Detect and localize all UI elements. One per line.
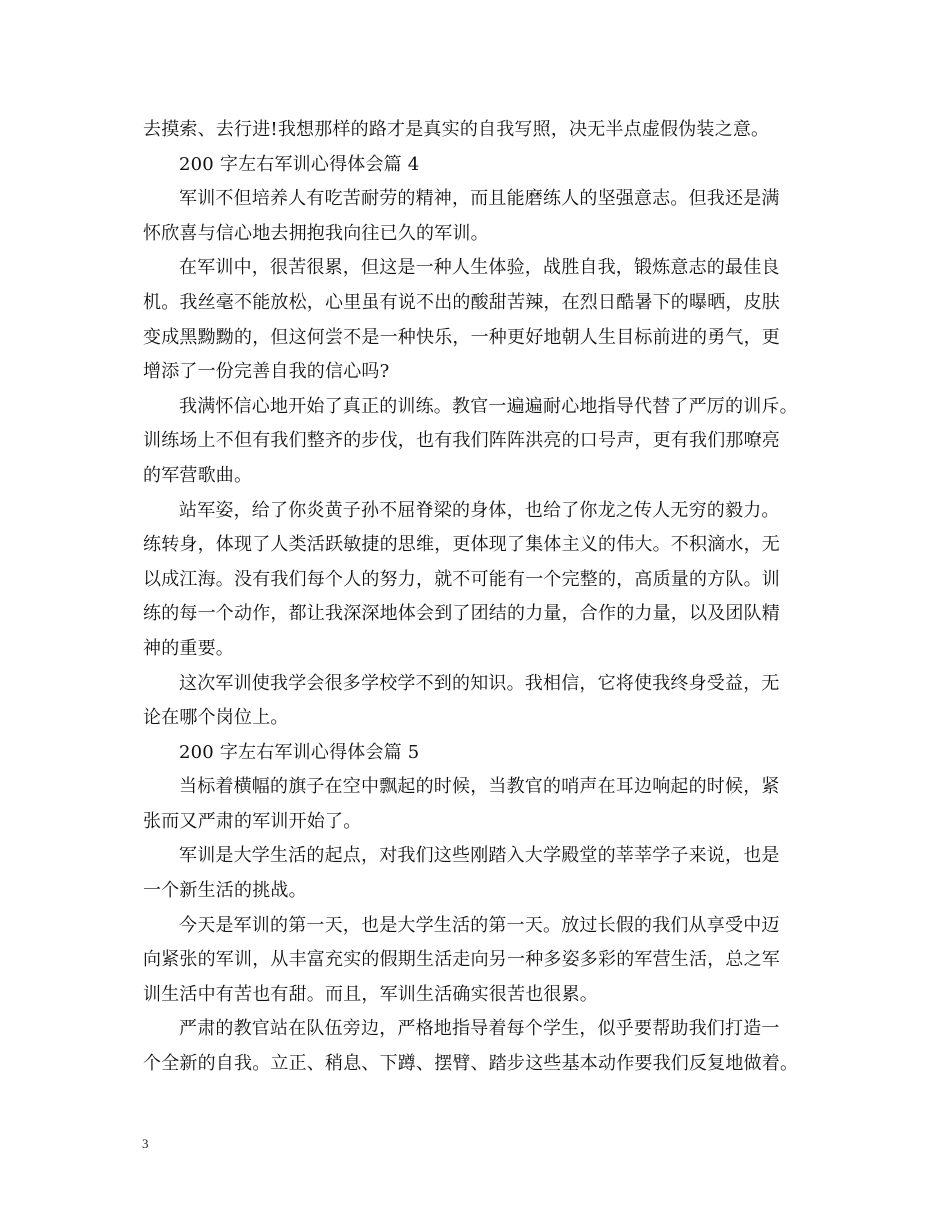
text-line: 在军训中，很苦很累，但这是一种人生体验，战胜自我，锻炼意志的最佳良: [179, 257, 780, 279]
document-body: [143, 113, 823, 1082]
text-line: 一个新生活的挑战。: [143, 880, 307, 902]
text-line: 军训是大学生活的起点，对我们这些刚踏入大学殿堂的莘莘学子来说，也是: [179, 845, 780, 867]
text-line: 个全新的自我。立正、稍息、下蹲、摆臂、踏步这些基本动作要我们反复地做着。: [143, 1053, 799, 1075]
text-line: 论在哪个岗位上。: [143, 707, 289, 729]
text-line: 当标着横幅的旗子在空中飘起的时候，当教官的哨声在耳边响起的时候，紧: [179, 776, 780, 798]
text-line: 今天是军训的第一天，也是大学生活的第一天。放过长假的我们从享受中迈: [179, 914, 780, 936]
text-line: 怀欣喜与信心地去拥抱我向往已久的军训。: [143, 222, 489, 244]
text-line: 这次军训使我学会很多学校学不到的知识。我相信，它将使我终身受益，无: [179, 672, 780, 694]
text-line: 增添了一份完善自我的信心吗?: [143, 361, 390, 383]
text-line: 站军姿，给了你炎黄子孙不屈脊梁的身体，也给了你龙之传人无穷的毅力。: [179, 499, 780, 521]
text-line: 军训不但培养人有吃苦耐劳的精神，而且能磨练人的坚强意志。但我还是满: [179, 188, 780, 210]
page-number: 3: [142, 1136, 149, 1151]
text-line: 训生活中有苦也有甜。而且，军训生活确实很苦也很累。: [143, 983, 598, 1005]
text-line: 向紧张的军训，从丰富充实的假期生活走向另一种多姿多彩的军营生活，总之军: [143, 949, 780, 971]
text-line: 练的每一个动作，都让我深深地体会到了团结的力量，合作的力量，以及团队精: [143, 603, 780, 625]
text-line: 机。我丝毫不能放松，心里虽有说不出的酸甜苦辣，在烈日酷暑下的曝晒，皮肤: [143, 291, 780, 313]
text-line: 我满怀信心地开始了真正的训练。教官一遍遍耐心地指导代替了严厉的训斥。: [179, 395, 798, 417]
text-line: 的军营歌曲。: [143, 464, 253, 486]
text-line: 神的重要。: [143, 637, 234, 659]
text-line: 练转身，体现了人类活跃敏捷的思维，更体现了集体主义的伟大。不积滴水，无: [143, 534, 780, 556]
text-line: 张而又严肃的军训开始了。: [143, 810, 362, 832]
text-line: 200 字左右军训心得体会篇 5: [179, 741, 420, 763]
text-line: 200 字左右军训心得体会篇 4: [179, 153, 420, 175]
text-line: 变成黑黝黝的，但这何尝不是一种快乐，一种更好地朝人生目标前进的勇气，更: [143, 326, 780, 348]
text-line: 训练场上不但有我们整齐的步伐，也有我们阵阵洪亮的口号声，更有我们那嘹亮: [143, 430, 780, 452]
text-line: 去摸索、去行进!我想那样的路才是真实的自我写照，决无半点虚假伪装之意。: [143, 119, 770, 140]
text-line: 严肃的教官站在队伍旁边，严格地指导着每个学生，似乎要帮助我们打造一: [179, 1018, 780, 1040]
text-line: 以成江海。没有我们每个人的努力，就不可能有一个完整的，高质量的方队。训: [143, 568, 780, 590]
